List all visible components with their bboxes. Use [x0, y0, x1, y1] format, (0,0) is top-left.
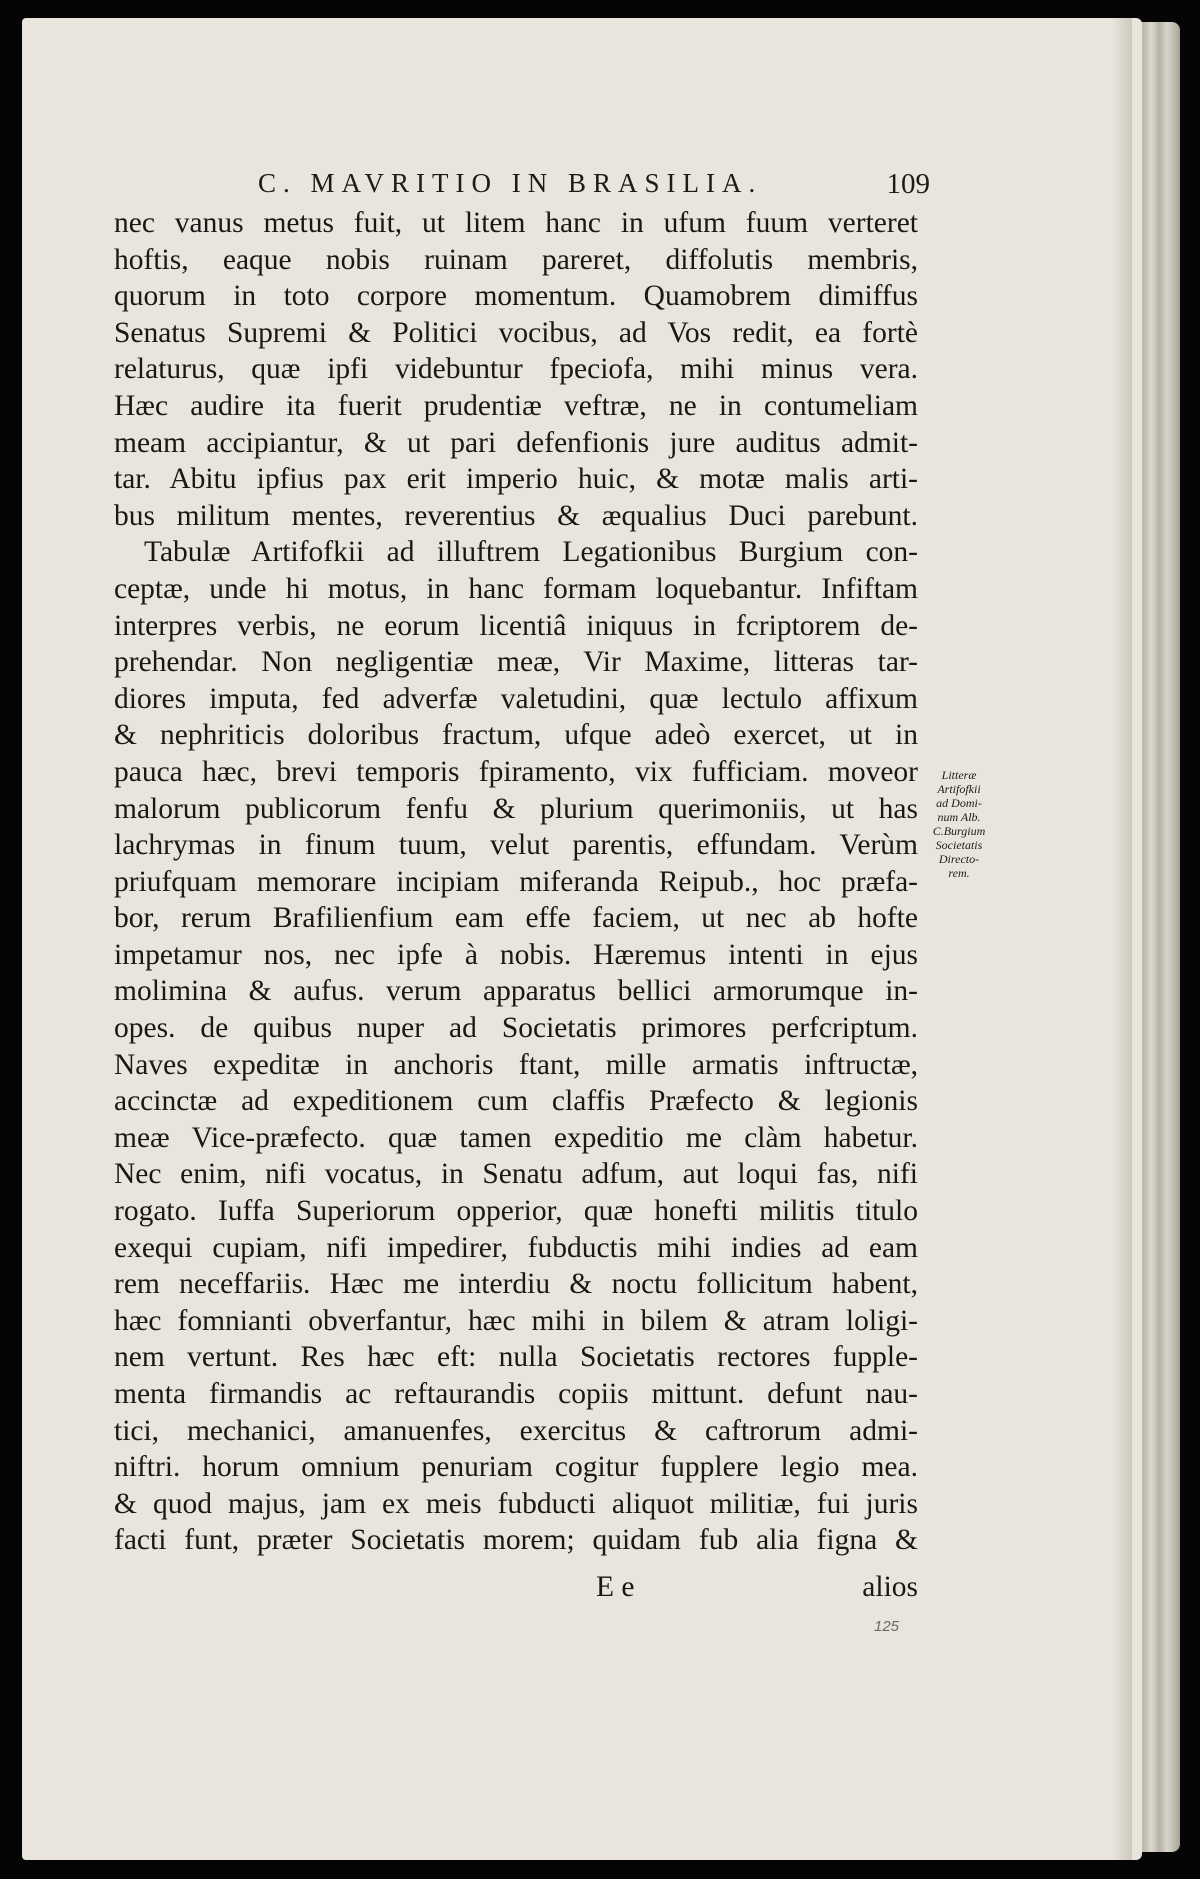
- body-text: [114, 205, 918, 1559]
- marginal-note-line: Litteræ: [941, 768, 977, 782]
- text-line: rem neceffariis. Hæc me interdiu & noctu follicitum habent,: [114, 1268, 918, 1301]
- signature-mark: E e: [596, 1571, 635, 1603]
- page-fold-shadow: [1112, 18, 1132, 1860]
- text-line: Naves expeditæ in anchoris ftant, mille armatis inftructæ,: [114, 1048, 918, 1081]
- text-line: molimina & aufus. verum apparatus bellici armorumque in-: [114, 975, 918, 1008]
- text-line: tar. Abitu ipfius pax erit imperio huic, & motæ malis arti-: [114, 463, 918, 496]
- text-line: tici, mechanici, amanuenfes, exercitus & caftrorum admi-: [114, 1414, 918, 1447]
- marginal-note-line: C.Burgium: [932, 824, 986, 838]
- text-line: & quod majus, jam ex meis fubducti aliquot militiæ, fui juris: [114, 1487, 918, 1520]
- page-header: [258, 168, 930, 208]
- marginal-note-line: num Alb.: [937, 810, 981, 824]
- running-head: C. MAVRITIO IN BRASILIA.: [258, 168, 763, 198]
- marginal-note-line: rem.: [948, 866, 970, 880]
- text-line: prehendar. Non negligentiæ meæ, Vir Maxime, litteras tar-: [114, 646, 918, 679]
- text-line: quorum in toto corpore momentum. Quamobrem dimiffus: [114, 280, 918, 313]
- text-line: facti funt, præter Societatis morem; quidam fub alia figna &: [114, 1524, 918, 1557]
- text-line: menta firmandis ac reftaurandis copiis mittunt. defunt nau-: [114, 1378, 918, 1410]
- text-line: bor, rerum Brafilienfium eam effe faciem, ut nec ab hofte: [114, 902, 918, 935]
- text-line: priufquam memorare incipiam miferanda Reipub., hoc præfa-: [114, 865, 918, 898]
- marginal-note-line: Artifofkii: [937, 782, 981, 796]
- text-line: rogato. Iuffa Superiorum opperior, quæ honefti militis titulo: [114, 1195, 918, 1228]
- text-line: & nephriticis doloribus fractum, ufque adeò exercet, ut in: [114, 719, 918, 752]
- text-line: Senatus Supremi & Politici vocibus, ad Vos redit, ea fortè: [114, 316, 918, 349]
- catchwords-line: [114, 1571, 918, 1607]
- text-line: Hæc audire ita fuerit prudentiæ veftræ, ne in contumeliam: [114, 389, 918, 422]
- text-line: accinctæ ad expeditionem cum claffis Præfecto & legionis: [114, 1085, 918, 1118]
- text-line: hoftis, eaque nobis ruinam pareret, diffolutis membris,: [114, 243, 918, 276]
- text-line: malorum publicorum fenfu & plurium querimoniis, ut has: [114, 792, 918, 825]
- text-line: relaturus, quæ ipfi videbuntur fpeciofa, mihi minus vera.: [114, 353, 918, 386]
- text-line: interpres verbis, ne eorum licentiâ iniquus in fcriptorem de-: [114, 609, 918, 642]
- text-line: niftri. horum omnium penuriam cogitur fupplere legio mea.: [114, 1451, 918, 1484]
- text-line: diores imputa, fed adverfæ valetudini, quæ lectulo affixum: [114, 682, 918, 715]
- catchword: alios: [862, 1571, 918, 1603]
- marginal-note-line: Societatis: [935, 838, 983, 852]
- text-line: nec vanus metus fuit, ut litem hanc in ufum fuum verteret: [114, 207, 918, 239]
- text-line: meæ Vice-præfecto. quæ tamen expeditio me clàm habetur.: [114, 1121, 918, 1154]
- text-line: nem vertunt. Res hæc eft: nulla Societatis rectores fupple-: [114, 1341, 918, 1374]
- text-line: opes. de quibus nuper ad Societatis primores perfcriptum.: [114, 1012, 918, 1045]
- text-line: Tabulæ Artifofkii ad illuftrem Legationibus Burgium con-: [144, 536, 918, 569]
- pencil-folio-number: 125: [874, 1618, 900, 1635]
- marginal-note: [926, 768, 992, 880]
- marginal-note-line: Directo-: [938, 852, 980, 866]
- text-line: ceptæ, unde hi motus, in hanc formam loquebantur. Infiftam: [114, 572, 918, 605]
- text-line: Nec enim, nifi vocatus, in Senatu adfum, aut loqui fas, nifi: [114, 1158, 918, 1191]
- text-line: hæc fomnianti obverfantur, hæc mihi in bilem & atram loligi-: [114, 1304, 918, 1337]
- text-line: bus militum mentes, reverentius & æqualius Duci parebunt.: [114, 499, 918, 532]
- marginal-note-line: ad Domi-: [936, 796, 982, 810]
- text-line: exequi cupiam, nifi impedirer, fubductis mihi indies ad eam: [114, 1231, 918, 1264]
- text-line: meam accipiantur, & ut pari defenfionis jure auditus admit-: [114, 426, 918, 459]
- text-line: lachrymas in finum tuum, velut parentis, effundam. Verùm: [114, 829, 918, 862]
- text-line: impetamur nos, nec ipfe à nobis. Hæremus intenti in ejus: [114, 938, 918, 971]
- text-line: pauca hæc, brevi temporis fpiramento, vix fufficiam. moveor: [114, 755, 918, 788]
- page-number: 109: [886, 168, 930, 200]
